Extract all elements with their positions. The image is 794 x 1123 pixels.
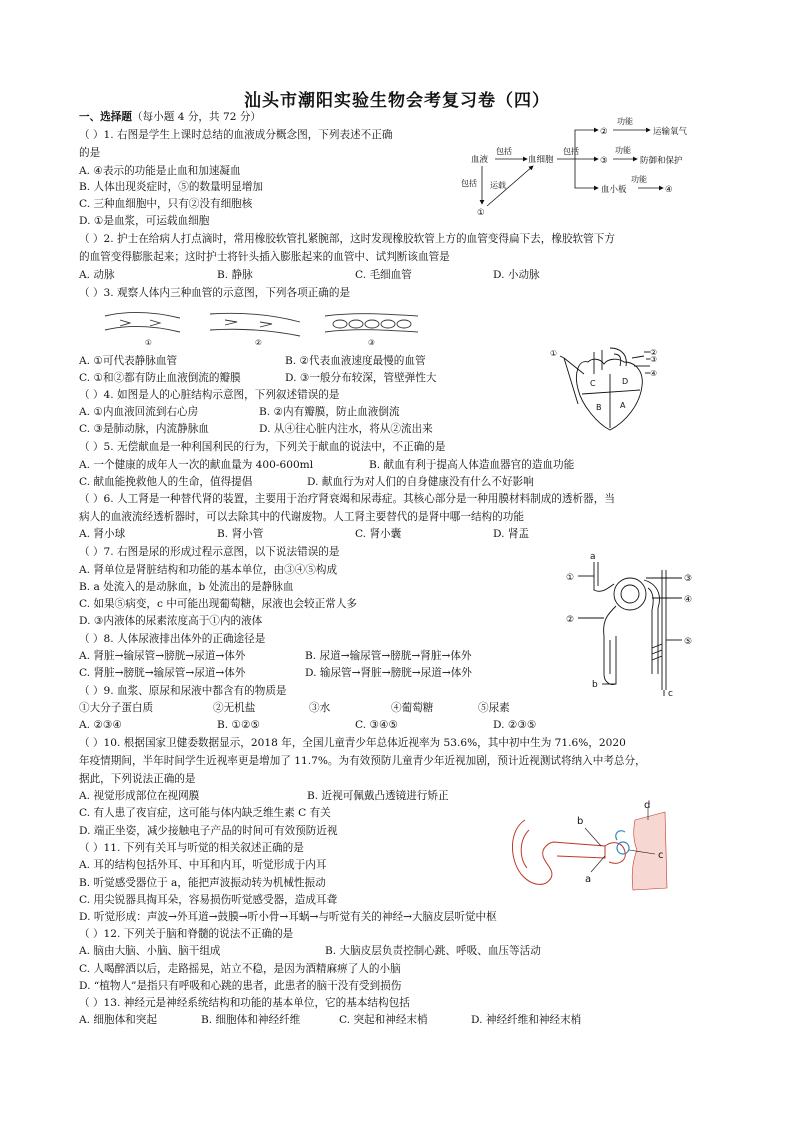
map-carry: 运载 (490, 181, 506, 190)
q8-row2 (79, 666, 472, 680)
q3-row1 (79, 354, 426, 368)
q13-option-d: D. 神经纤维和神经末梢 (471, 1014, 582, 1026)
q1-option-b: B. 人体出现炎症时，⑤的数量明显增加 (79, 181, 264, 193)
q6-option-b: B. 肾小管 (217, 528, 264, 540)
q4-option-b: B. ②内有瓣膜，防止血液倒流 (259, 406, 400, 418)
heart-label-1: ① (550, 349, 558, 358)
q10-option-b: B. 近视可佩戴凸透镜进行矫正 (307, 790, 449, 802)
ear-label-a: a (585, 874, 592, 885)
q12-option-c: C. 人喝醉酒以后，走路摇晃，站立不稳，是因为酒精麻痹了人的小脑 (79, 963, 401, 975)
q8-option-d: D. 输尿管→肾脏→膀胱→尿道→体外 (305, 667, 472, 679)
q11-stem: （ ）11. 下列有关耳与听觉的相关叙述正确的是 (79, 842, 304, 854)
q5-row2 (79, 475, 534, 489)
q9-item-2: ②无机盐 (213, 702, 256, 714)
nephron-label-3: ③ (684, 574, 693, 584)
q11-option-d: D. 听觉形成：声波→外耳道→鼓膜→听小骨→耳蜗→与听觉有关的神经→大脑皮层听觉中枢 (79, 911, 497, 923)
map-transport-o2: 运输氧气 (653, 127, 688, 137)
q13-option-c: C. 突起和神经末梢 (339, 1014, 428, 1026)
q5-option-c: C. 献血能挽救他人的生命，值得提倡 (79, 476, 253, 488)
q8-option-c: C. 肾脏→膀胱→输尿管→尿道→体外 (79, 667, 246, 679)
q9-items (79, 701, 510, 715)
q5-row1 (79, 458, 574, 472)
q6-options (79, 527, 529, 541)
map-circle-2: ② (600, 127, 608, 137)
q9-item-5: ⑤尿素 (478, 702, 510, 714)
nephron-figure (562, 550, 712, 700)
q8-row1 (79, 649, 472, 663)
q3-option-b: B. ②代表血液速度最慢的血管 (285, 355, 426, 367)
q12-option-b: B. 大脑皮层负责控制心跳、呼吸、血压等活动 (325, 945, 541, 957)
map-function-1: 功能 (617, 117, 633, 126)
q10-row1 (79, 789, 449, 803)
nephron-label-1: ① (566, 573, 575, 583)
q10-stem-cont2: 据此，下列说法正确的是 (79, 773, 196, 785)
q8-option-b: B. 尿道→输尿管→膀胱→肾脏→体外 (305, 650, 472, 662)
q9-option-b: B. ①②⑤ (217, 719, 261, 731)
q4-row1 (79, 405, 400, 419)
q5-stem: （ ）5. 无偿献血是一种利国利民的行为，下列关于献血的说法中，不正确的是 (79, 441, 446, 453)
q11-option-b: B. 听觉感受器位于 a，能把声波振动转为机械性振动 (79, 877, 326, 889)
vessel-label-1: ① (145, 338, 152, 347)
q1-option-d: D. ①是血浆，可运载血细胞 (79, 215, 210, 227)
q9-item-3: ③水 (309, 702, 331, 714)
q10-option-d: D. 端正坐姿，减少接触电子产品的时间可有效预防近视 (79, 825, 338, 837)
page-title: 汕头市潮阳实验生物会考复习卷（四） (244, 91, 550, 111)
q12-option-a: A. 脑由大脑、小脑、脑干组成 (79, 945, 221, 957)
q2-options (79, 268, 540, 282)
q6-option-a: A. 肾小球 (79, 528, 126, 540)
q3-option-d: D. ③一般分布较深，管壁弹性大 (285, 372, 437, 384)
q3-row2 (79, 371, 436, 385)
map-circle-3: ③ (600, 156, 608, 166)
heart-chamber-c: C (590, 379, 596, 388)
heart-label-4: ④ (650, 369, 658, 378)
heart-figure (548, 344, 668, 434)
q6-option-d: D. 肾盂 (493, 528, 530, 540)
q4-option-d: D. 从④往心脏内注水，将从②流出来 (259, 423, 433, 435)
nephron-label-2: ② (566, 615, 575, 625)
q10-option-c: C. 有人患了夜盲症，这可能与体内缺乏维生素 C 有关 (79, 807, 331, 819)
q1-option-c: C. 三种血细胞中，只有②没有细胞核 (79, 198, 253, 210)
nephron-label-a: a (590, 552, 596, 562)
q1-stem: （ ）1. 右图是学生上课时总结的血液成分概念图，下列表述不正确 (79, 129, 393, 141)
q7-option-a: A. 肾单位是肾脏结构和功能的基本单位，由③④⑤构成 (79, 564, 338, 576)
nephron-label-5: ⑤ (684, 637, 693, 647)
q5-option-a: A. 一个健康的成年人一次的献血量为 400-600ml (79, 459, 314, 471)
section-label: 一、选择题 (79, 111, 132, 123)
nephron-label-c: c (668, 689, 673, 699)
q13-stem: （ ）13. 神经元是神经系统结构和功能的基本单位，它的基本结构包括 (79, 997, 410, 1009)
map-include-2: 包括 (461, 179, 477, 188)
map-defense: 防御和保护 (640, 156, 683, 166)
map-circle-4: ④ (665, 185, 673, 195)
vessel-label-3: ③ (368, 338, 375, 347)
q7-stem: （ ）7. 右图是尿的形成过程示意图，以下说法错误的是 (79, 546, 340, 558)
q9-option-a: A. ②③④ (79, 719, 122, 731)
q12-option-d: D. “植物人”是指只有呼吸和心跳的患者，此患者的脑干没有受到损伤 (79, 980, 402, 992)
q12-row1 (79, 944, 541, 958)
heart-label-3: ③ (650, 355, 658, 364)
q5-option-d: D. 献血行为对人们的自身健康没有什么不好影响 (307, 476, 534, 488)
q4-option-c: C. ③是肺动脉，内流静脉血 (79, 423, 209, 435)
q9-option-d: D. ②③⑤ (493, 719, 537, 731)
map-circle-1: ① (477, 208, 485, 218)
q7-option-d: D. ③内液体的尿素浓度高于①内的液体 (79, 615, 263, 627)
q2-option-a: A. 动脉 (79, 269, 115, 281)
map-blood-cell: 血细胞 (528, 155, 554, 165)
heart-chamber-d: D (622, 377, 629, 386)
q7-option-c: C. 如果⑤病变，c 中可能出现葡萄糖，尿液也会较正常人多 (79, 598, 358, 610)
q6-stem: （ ）6. 人工肾是一种替代肾的装置，主要用于治疗肾衰竭和尿毒症。其核心部分是一种用膜材料制成的透析器，当 (79, 493, 615, 505)
heart-chamber-a: A (620, 401, 626, 410)
q9-item-4: ④葡萄糖 (391, 702, 434, 714)
blood-concept-map (461, 112, 715, 222)
q8-option-a: A. 肾脏→输尿管→膀胱→尿道→体外 (79, 650, 246, 662)
q13-options (79, 1013, 581, 1027)
q5-option-b: B. 献血有利于提高人体造血器官的造血功能 (369, 459, 575, 471)
nephron-label-b: b (592, 680, 598, 690)
q9-options (79, 718, 536, 732)
section-note: （每小题 4 分，共 72 分） (131, 111, 262, 123)
q13-option-b: B. 细胞体和神经纤维 (201, 1014, 301, 1026)
q4-option-a: A. ①内血液回流到右心房 (79, 406, 199, 418)
q11-option-c: C. 用尖锐器具掏耳朵，容易损伤听觉感受器，造成耳聋 (79, 894, 338, 906)
ear-label-d: d (644, 800, 651, 811)
map-include-3: 包括 (563, 147, 579, 156)
q3-option-a: A. ①可代表静脉血管 (79, 355, 178, 367)
q9-stem: （ ）9. 血浆、原尿和尿液中都含有的物质是 (79, 685, 287, 697)
map-function-3: 功能 (631, 175, 647, 184)
nephron-label-4: ④ (684, 595, 693, 605)
map-function-2: 功能 (615, 146, 631, 155)
q2-stem-cont: 的血管变得膨胀起来；这时护士将针头插入膨胀起来的血管中、试判断该血管是 (79, 251, 450, 263)
ear-label-c: c (658, 850, 664, 861)
q6-stem-cont: 病人的血液流经透析器时，可以去除其中的代谢废物。人工肾主要替代的是肾中哪一结构的功能 (79, 511, 524, 523)
q13-option-a: A. 细胞体和突起 (79, 1014, 157, 1026)
q9-option-c: C. ③④⑤ (355, 719, 398, 731)
heart-chamber-b: B (596, 403, 602, 412)
q1-stem-cont: 的是 (79, 147, 101, 159)
q3-stem: （ ）3. 观察人体内三种血管的示意图，下列各项正确的是 (79, 287, 351, 299)
q4-stem: （ ）4. 如图是人的心脏结构示意图，下列叙述错误的是 (79, 389, 340, 401)
q11-option-a: A. 耳的结构包括外耳、中耳和内耳，听觉形成于内耳 (79, 859, 327, 871)
q2-stem: （ ）2. 护士在给病人打点滴时，常用橡胶软管扎紧腕部，这时发现橡胶软管上方的血管变得扁下去，橡胶软管下方 (79, 233, 615, 245)
q8-stem: （ ）8. 人体尿液排出体外的正确途径是 (79, 633, 266, 645)
q10-option-a: A. 视觉形成部位在视网膜 (79, 790, 200, 802)
ear-figure (505, 800, 680, 895)
q7-option-b: B. a 处流入的是动脉血，b 处流出的是静脉血 (79, 581, 294, 593)
q10-stem-cont: 年疫情期间，半年时间学生近视率更是增加了 11.7%。为有效预防儿童青少年近视加剧，预计近视测试将纳入中考总分， (79, 755, 646, 767)
q1-option-a: A. ④表示的功能是止血和加速凝血 (79, 165, 241, 177)
blood-vessels-figure (100, 300, 430, 346)
q2-option-c: C. 毛细血管 (355, 269, 412, 281)
q2-option-b: B. 静脉 (217, 269, 253, 281)
section-heading (79, 110, 261, 124)
q12-stem: （ ）12. 下列关于脑和脊髓的说法不正确的是 (79, 928, 294, 940)
heart-label-2: ② (650, 348, 658, 357)
q9-item-1: ①大分子蛋白质 (79, 702, 154, 714)
map-blood: 血液 (471, 155, 489, 165)
map-include-1: 包括 (496, 147, 512, 156)
ear-label-b: b (577, 816, 584, 827)
vessel-label-2: ② (255, 338, 262, 347)
q10-stem: （ ）10. 根据国家卫健委数据显示，2018 年，全国儿童青少年总体近视率为 53.6%，其中初中生为 71.6%，2020 (79, 737, 626, 749)
map-platelet: 血小板 (601, 185, 627, 195)
q4-row2 (79, 422, 433, 436)
q6-option-c: C. 肾小囊 (355, 528, 402, 540)
q3-option-c: C. ①和②都有防止血液倒流的瓣膜 (79, 372, 241, 384)
q2-option-d: D. 小动脉 (493, 269, 540, 281)
